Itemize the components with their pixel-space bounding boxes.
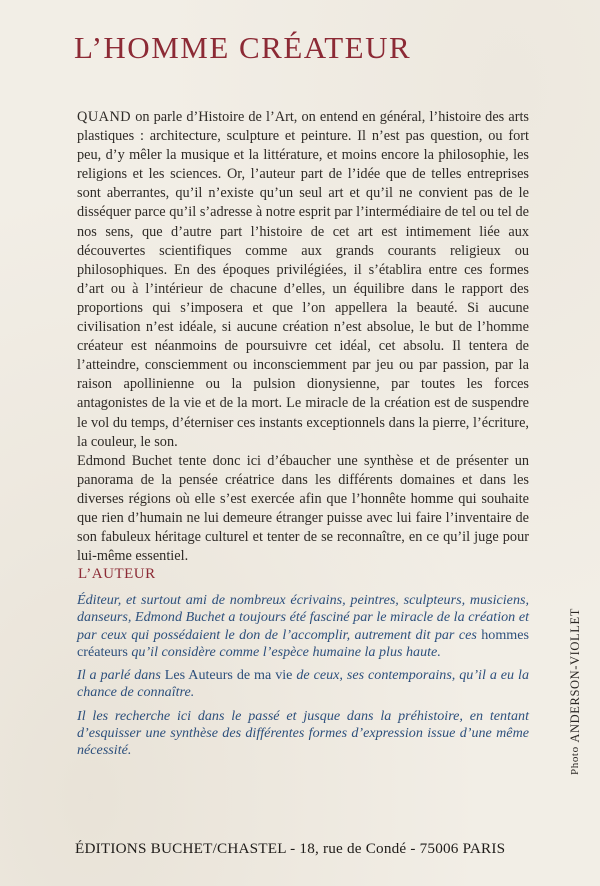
synthesis-paragraph: Edmond Buchet tente donc ici d’ébaucher une synthèse et de présenter un panorama de la pensée créatrice dans les différents domaines et dans les diverses régions où elle s’est exercée afin que l’honnête homme qui souhaite que rien d’humain ne lui demeure étranger puisse avec lui faire l’inventaire de son fabuleux héritage culturel et tenter de se reconnaître, en ce qu’il juge pour lui-même essentiel. xyxy=(77,453,529,565)
author-bio-book-title: Les Auteurs de ma vie xyxy=(164,667,293,684)
book-title: L’HOMME CRÉATEUR xyxy=(74,30,412,65)
author-bio-p1-end: qu’il considère comme l’espèce humaine la plus haute. xyxy=(127,643,441,660)
intro-dropcap: QUAND xyxy=(77,109,132,125)
author-biography xyxy=(77,592,529,766)
intro-text: on parle d’Histoire de l’Art, on entend en général, l’histoire des arts plastiques : architecture, sculpture et peinture. Il n’est pas question, ou fort peu, d’y mêler la musique et la littérature, et moins encore la philosophie, les religions et les sciences. Or, l’auteur part de l’idée que de telles entreprises sont aberrantes, qu’il n’existe qu’un seul art et qu’il ne convient pas de le disséquer parce qu’il s’adresse à notre esprit par l’intermédiaire de tel ou tel de nos sens, que d’autre part l’histoire de cet art est intimement liée aux découvertes scientifiques comme aux grands courants religieux ou philosophiques. En des époques privilégiées, il s’établira entre ces formes d’art ou à l’intérieur de chacune d’elles, un équilibre dans le rapport des proportions qui s’imposera et que l’on appellera la beauté. Si aucune civilisation n’est idéale, si aucune création n’est absolue, le but de l’homme créateur est néanmoins de poursuivre cet idéal, cet absolu. Il tentera de l’atteindre, consciemment ou inconsciemment par jeu ou par passion, par la raison apollinienne ou la pulsion dionysienne, par toutes les forces antagonistes de la vie et de la mort. Le miracle de la création est de suspendre le vol du temps, d’éterniser ces instants exceptionnels dans la pierre, l’écriture, la couleur, le son. xyxy=(77,109,529,450)
photo-credit xyxy=(568,525,588,775)
author-heading: L’AUTEUR xyxy=(78,566,156,582)
publisher-line: ÉDITIONS BUCHET/CHASTEL - 18, rue de Condé - 75006 PARIS xyxy=(75,840,506,857)
intro-paragraph xyxy=(77,108,529,452)
photo-credit-name: ANDERSON-VIOLLET xyxy=(568,607,582,743)
author-bio-p2-end: de ceux, ses contemporains, qu’il a eu la chance de connaître. xyxy=(77,667,529,701)
photo-credit-label: Photo xyxy=(569,746,581,775)
author-bio-paragraph-1 xyxy=(77,592,529,661)
author-bio-paragraph-3: Il les recherche ici dans le passé et jusque dans la préhistoire, en tentant d’esquisser une synthèse des différentes formes d’expression issue d’une même nécessité. xyxy=(77,707,529,759)
author-bio-p2-start: Il a parlé dans xyxy=(77,667,165,684)
author-bio-p1-text: Éditeur, et surtout ami de nombreux écrivains, peintres, sculpteurs, musiciens, danseurs, Edmond Buchet a toujours été fasciné par le miracle de la création et par ceux qui possédaient le don de l’accomplir, autrement dit par ces xyxy=(77,592,529,643)
author-bio-paragraph-2 xyxy=(77,667,529,702)
author-bio-p1-roman: hommes créateurs xyxy=(77,626,529,660)
